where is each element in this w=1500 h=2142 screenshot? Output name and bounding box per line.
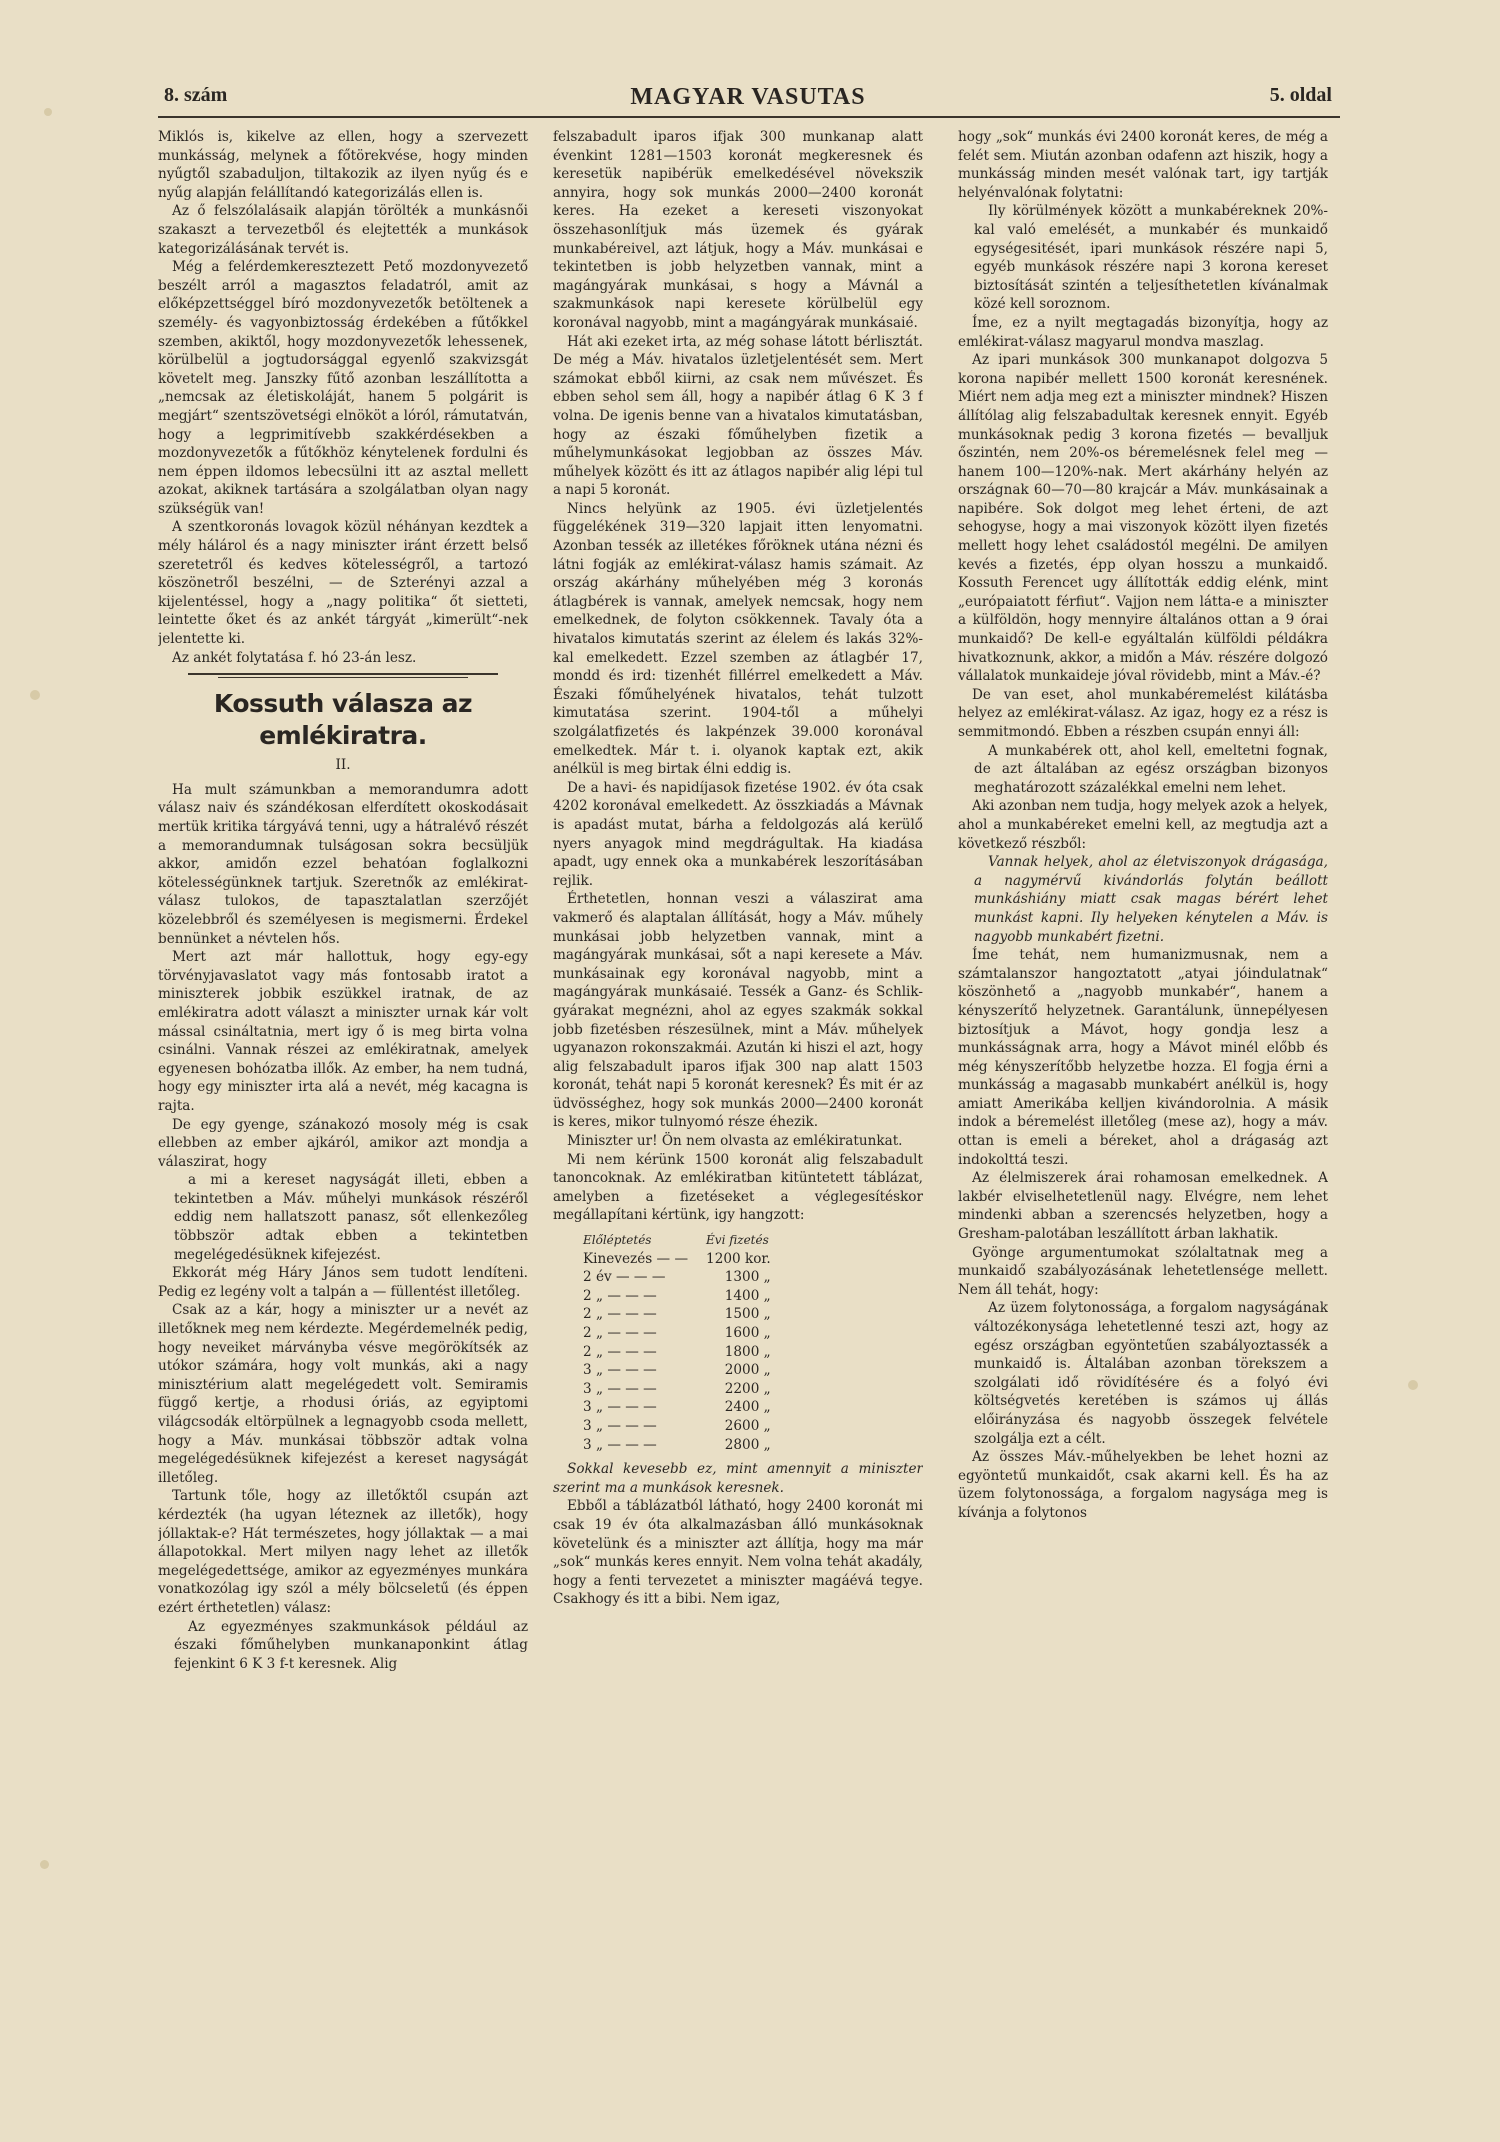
table-row: [583, 1324, 789, 1343]
block-quote: a mi a kereset nagyságát illeti, ebben a tekintetben a Máv. műhelyi munkások részéről eddig nem hallatszott panasz, sőt ellenkezőleg többször adtak ebben a tekintetben megelégedésüknek kifejezést.: [174, 1172, 528, 1263]
table-cell: 2800 „: [724, 1436, 771, 1453]
paragraph: Tartunk tőle, hogy az illetőktől csupán azt kérdezték (ha ugyan léteznek az illetők), hogy jóllaktak-e? Hát természetes, hogy jóllaktak — a mai állapotokkal. Mert milyen nagy lehet az illetők megelégedettsége, amikor az egyezményes munkára vonatkozólag igy szól a mély bölcseletű (és éppen ezért érthetetlen) válasz:: [158, 1488, 528, 1616]
table-row: [583, 1268, 789, 1287]
paragraph: Ha mult számunkban a memorandumra adott válasz naiv és szándékosan elferdített okoskodásait mertük kritika tárgyává tenni, ugy a hátralévő részét a memorandumnak tulságosan sokra becsüljük akkor, amidőn ezzel behatóan foglalkozni kötelességünknek tartjuk. Szeretnők az emlékirat-válasz tulokos, de tapasztalatlan szerzőjét közelebbről és személyesen is megismerni. Érdekel bennünket a névtelen hős.: [158, 781, 528, 947]
table-cell: 3 „ — — —: [583, 1436, 657, 1453]
table-cell: 2 „ — — —: [583, 1287, 657, 1304]
paragraph: Az összes Máv.-műhelyekben be lehet hozni az egyöntetű munkaidőt, csak akarni kell. És ha az üzem folytonossága, a forgalom nagysága meg is kívánja a folytonos: [958, 1449, 1328, 1521]
paragraph: De van eset, ahol munkabéremelést kilátásba helyez az emlékirat-válasz. Az igaz, hogy ez a rész is semmitmondó. Ebben a részben csupán ennyi áll:: [958, 686, 1328, 740]
block-quote: Az üzem folytonossága, a forgalom nagyságának változékonysága lehetetlenné teszi azt, hogy az egész országban egyöntetűen szabályoztassék a munkaidő is. Általában azonban törekszem a szolgálati idő rövidítésére és a folyó évi költségvetés keretében is számos uj állás előirányzása és nagyobb összegek felvétele szolgálja ezt a célt.: [974, 1300, 1328, 1447]
paragraph: hogy „sok“ munkás évi 2400 koronát keres, de még a felét sem. Miután azonban odafenn azt hiszik, hogy a munkásság minden mesét valónak tart, igy tartják helyénvalónak folytatni:: [958, 129, 1328, 201]
table-cell: 2 „ — — —: [583, 1306, 657, 1323]
table-row: [583, 1305, 789, 1324]
table-cell: 1500 „: [724, 1306, 771, 1323]
table-cell: 1400 „: [724, 1287, 771, 1304]
column-3: [958, 128, 1328, 2108]
paragraph: Mert azt már hallottuk, hogy egy-egy törvényjavaslatot vagy más fontosabb iratot a miniszterek jobbik eszükkel iratnak, de az emlékiratra adott választ a miniszter urnak kár volt mással csináltatnia, mert igy ő is meg birta volna csinálni. Vannak részei az emlékiratnak, amelyek egyenesen bohózatba illők. Az ember, ha nem tudná, hogy egy miniszter irta alá a nevét, még kacagna is rajta.: [158, 949, 528, 1114]
page-number: 5. oldal: [1269, 84, 1332, 106]
paragraph: Érthetetlen, honnan veszi a válaszirat ama vakmerő és alaptalan állítását, hogy a Máv. műhely munkásai jobb helyzetben vannak, mint a magángyárak munkásai, sőt a napi keresete a Máv. munkásainak egy koronával nagyobb, mint a magángyárak munkásaié. Tessék a Ganz- és Schlik-gyárakat megnézni, ahol az egyes szakmák sokkal jobb fizetésben részesülnek, mint a Máv. műhelyek ugyanazon rokonszakmái. Azután ki hiszi el azt, hogy alig felszabadult iparos ifjak 300 nap alatt 1503 koronát, tehát napi 5 koronát keresnek? És mit ér az üdvösséghez, hogy sok munkás 2000—2400 koronát is keres, mikor tulnyomó része éhezik.: [553, 891, 923, 1131]
table-row: [583, 1380, 789, 1399]
page-header: [160, 84, 1336, 120]
salary-table: [553, 1231, 923, 1454]
paragraph: felszabadult iparos ifjak 300 munkanap alatt évenkint 1281—1503 koronát megkeresnek és keresetük napibérük emelkedésével növekszik annyira, hogy sok munkás 2000—2400 koronát keres. Ha ezeket a kereseti viszonyokat összehasonlítjuk más üzemek és gyárak munkabéreivel, azt látjuk, hogy a Máv. munkásai e tekintetben is jobb helyzetben vannak, mint a magángyárak munkásai, s hogy a Mávnál a szakmunkások napi keresete körülbelül egy koronával nagyobb, mint a magángyárak munkásaié.: [553, 129, 923, 331]
masthead-title: MAGYAR VASUTAS: [630, 84, 866, 110]
table-row: [583, 1343, 789, 1362]
table-cell: 1200 kor.: [706, 1250, 771, 1267]
table-row: [583, 1436, 789, 1455]
table-cell: 2600 „: [724, 1417, 771, 1434]
article-title: Kossuth válasza az emlékiratra.: [213, 689, 473, 751]
paragraph: Mi nem kérünk 1500 koronát alig felszabadult tanoncoknak. Az emlékiratban kitüntetett táblázat, amelyben a fizetéseket a véglegesítéskor megállapítani kértünk, igy hangzott:: [553, 1151, 923, 1224]
article-divider: [188, 673, 498, 675]
table-row: [583, 1398, 789, 1417]
paragraph: Íme tehát, nem humanizmusnak, nem a számtalanszor hangoztatott „atyai jóindulatnak“ köszönhető a „nagyobb munkabér“, hanem a kényszerítő helyzetnek. Garantálunk, ünnepélyesen biztosítjuk a Mávot, hogy gondja lesz a munkásságnak arra, hogy a Mávot minél előbb és még kényszerítőbb helyzetbe hozza. El fogja érni a munkásság a magasabb munkabért anélkül is, hogy amiatt Amerikába kelljen kivándorolnia. A másik indok a béremelést illetőleg (mese az), hogy a máv. ottan is emeli a béreket, ahol a drágaság azt indokolttá teszi.: [958, 947, 1328, 1168]
issue-number: 8. szám: [164, 84, 228, 106]
table-cell: Kinevezés — —: [583, 1250, 689, 1267]
paragraph: Az ő felszólalásaik alapján törölték a munkásnői szakaszt a tervezetből és elejtették a munkások kategorizálásának tervét is.: [158, 203, 528, 257]
paper-spot: [40, 1860, 49, 1869]
paragraph: Miniszter ur! Ön nem olvasta az emlékiratunkat.: [567, 1133, 903, 1150]
table-cell: 3 „ — — —: [583, 1399, 657, 1416]
paper-spot: [44, 108, 52, 116]
paragraph: Az ipari munkások 300 munkanapot dolgozva 5 korona napibér mellett 1500 koronát keresnének. Miért nem adja meg ezt a miniszter mindnek? Hiszen állítólag alig felszabadultak keresnek ennyit. Egyéb munkásoknak pedig 3 korona fizetés — bevalljuk őszintén, nem 20%-os béremelésnek felel meg — hanem 100—120%-nak. Mert akárhány helyén az országnak 60—70—80 krajcár a Máv. munkásainak a napibére. Sok dolgot meg lehet érteni, de azt sehogyse, hogy a mai viszonyok között ilyen fizetés mellett hogy lehet családostól megélni. De amilyen kevés a fizetés, épp olyan hosszu a munkaidő. Kossuth Ferencet ugy állították eddig elénk, mint „európaiatott férfiut“. Vajjon nem látta-e a miniszter a külföldön, hogy mennyire általános ottan a 9 órai munkaidő? De kell-e egyáltalán külföldi példákra hivatkoznunk, akkor, a midőn a Máv. részére dolgozó vállalatok munkaideje jóval rövidebb, mint a Máv.-é?: [958, 352, 1328, 685]
table-cell: 2 „ — — —: [583, 1325, 657, 1341]
paragraph: Ebből a táblázatból látható, hogy 2400 koronát mi csak 19 év óta alkalmazásban álló munkásoknak követelünk és a miniszter azt állítja, hogy ma már „sok“ munkás keres ennyit. Nem volna tehát akadály, hogy a fenti tervezetet a miniszter magáévá tegye. Csakhogy és itt a bibi. Nem igaz,: [553, 1498, 923, 1608]
paragraph: Hát aki ezeket irta, az még sohase látott bérlisztát. De még a Máv. hivatalos üzletjelentését sem. Mert számokat ebből kiirni, az csak nem művészet. És ebben sehol sem áll, hogy a napibér átlag 6 K 3 f volna. De igenis benne van a hivatalos kimutatásban, hogy az északi főműhelyben fizetik a műhelymunkásokat legjobban az összes Máv. műhelyek között és itt az átlagos napibér alig lépi tul a napi 5 koronát.: [553, 333, 923, 499]
paragraph: Nincs helyünk az 1905. évi üzletjelentés függelékének 319—320 lapjait itten lenyomatni. Azonban tessék az illetékes főröknek utána nézni és látni fogják az emlékirat-válasz hamis számait. Az ország akárhány műhelyében még 3 koronás átlagbérek is vannak, amelyek nemcsak, hogy nem emelkednek, de folyton csökkennek. Tavaly óta a hivatalos kimutatás szerint az élelem és lakás 32%-kal emelkedett. Ezzel szemben az átlagbér 17, mondd és ird: tizenhét fillérrel emelkedett a Máv. Északi főműhelyének hivatalos, tehát tulzott kimutatása szerint. 1904-től a műhelyi szolgálatfizetés és lakpénzek 39.000 koronával emelkedtek. Már t. i. olyanok kaptak ezt, akik anélkül is meg birtak élni eddig is.: [553, 500, 923, 778]
column-2: [553, 128, 923, 2108]
table-row: [583, 1361, 789, 1380]
block-quote: Az egyezményes szakmunkások például az északi főműhelyben munkanaponkint átlag fejenkint 6 K 3 f-t keresnek. Alig: [174, 1618, 528, 1672]
table-cell: 1600 „: [724, 1325, 771, 1341]
paragraph: Aki azonban nem tudja, hogy melyek azok a helyek, ahol a munkabéreket emelni kell, az megtudja azt a következő részből:: [958, 798, 1328, 852]
paragraph: Ekkorát még Háry János sem tudott lendíteni. Pedig ez legény volt a talpán a — füllentést illetőleg.: [158, 1265, 528, 1300]
paragraph: De egy gyenge, szánakozó mosoly még is csak ellebben az ember ajkáról, amikor azt mondja a válaszirat, hogy: [158, 1116, 528, 1170]
section-number: II.: [335, 757, 351, 774]
paragraph: Az élelmiszerek árai rohamosan emelkednek. A lakbér elviselhetetlenül nagy. Elvégre, nem lehet mindenki abban a szerencsés helyzetben, hogy a Gresham-palotában leszállított árban lakhatik.: [958, 1170, 1328, 1243]
paragraph: Miklós is, kikelve az ellen, hogy a szervezett munkásság, melynek a főtörekvése, hogy minden nyűgtől szabaduljon, tiltakozik az ilyen nyűg és e nyűg alapján felállítandó kategorizálás ellen is.: [158, 129, 528, 201]
table-cell: 3 „ — — —: [583, 1362, 657, 1379]
table-cell: 1300 „: [724, 1269, 771, 1286]
block-quote: Ily körülmények között a munkabéreknek 20%-kal való emelését, a munkabér és munkaidő egységesitését, ipari munkások részére napi 5, egyéb munkások részére napi 3 korona kereset biztosítását szintén a teljesíthetetlen kívánalmak közé kell soroznom.: [974, 203, 1328, 313]
paragraph: Gyönge argumentumokat szólaltatnak meg a munkaidő szabályozásának lehetetlensége mellett. Nem áll tehát, hogy:: [958, 1244, 1328, 1298]
article-divider-thin: [218, 677, 468, 678]
block-quote: A munkabérek ott, ahol kell, emeltetni fognak, de azt általában az egész országban bizonyos meghatározott százalékkal emelni nem lehet.: [974, 742, 1328, 796]
paper-spot: [30, 690, 40, 700]
table-row: [583, 1250, 789, 1269]
table-cell: 2400 „: [724, 1399, 771, 1416]
table-cell: 2 „ — — —: [583, 1343, 657, 1360]
paper-spot: [1408, 1380, 1418, 1390]
paragraph: Csak az a kár, hogy a miniszter ur a nevét az illetőknek meg nem kérdezte. Megérdemelnék pedig, hogy neveiket márványba vésve megörökítsék az utókor számára, hogy volt munkás, aki a nagy minisztérium alatt megelégedett volt. Semiramis függő kertje, a rhodusi óriás, az egyiptomi világcsodák eltörpülnek a legnagyobb csoda mellett, hogy a Máv. munkásai többször adtak volna megelégedésüknek kifejezést a kereset nagyságát illetőleg.: [158, 1302, 528, 1486]
column-1: [158, 128, 528, 2108]
table-cell: 2000 „: [724, 1362, 771, 1379]
table-header: Előléptetés: [583, 1233, 652, 1248]
table-cell: 2200 „: [724, 1380, 771, 1397]
table-header: Évi fizetés: [706, 1233, 769, 1248]
block-quote: Vannak helyek, ahol az életviszonyok drágasága, a nagymérvű kivándorlás folytán beállott munkáshiány miatt csak magas bérért lehet munkást kapni. Ily helyeken kénytelen a Máv. is nagyobb munkabért fizetni.: [974, 854, 1328, 945]
table-row: [583, 1417, 789, 1436]
table-cell: 1800 „: [724, 1343, 771, 1360]
paragraph: Még a felérdemkeresztezett Pető mozdonyvezető beszélt arról a magasztos feladatról, amit az előképzettséggel bíró mozdonyvezetők betöltenek a személy- és vagyonbiztosság érdekében a fűtőkkel szemben, akiktől, hogy mozdonyvezetők lehessenek, körülbelül a jogtudorsággal egyenlő szakvizsgát követelt meg. Janszky fűtő azonban leszállította a „nemcsak az életiskoláját, hanem 5 polgárit is megjárt“ szentszövetségi elnököt a lóról, rámutatván, hogy a legprimitívebb szakkérdésekben a mozdonyvezetők a fűtőkhöz kénytelenek fordulni és nem éppen ildomos lebecsülni itt az asztal mellett azokat, akiknek tartására a szolgálatban olyan nagy szükségük van!: [158, 259, 528, 517]
header-rule: [158, 116, 1340, 118]
paragraph: De a havi- és napidíjasok fizetése 1902. év óta csak 4202 koronával emelkedett. Az összkiadás a Mávnak is apadást mutat, bárha a feldolgozás alá kerülő nyers anyagok mind megdrágultak. Ha kiadása apadt, ugy ennek oka a munkabérek leszorításában rejlik.: [553, 779, 923, 889]
table-cell: 3 „ — — —: [583, 1417, 657, 1434]
paragraph: Íme, ez a nyilt megtagadás bizonyítja, hogy az emlékirat-válasz magyarul mondva maszlag.: [958, 314, 1328, 350]
paragraph: Sokkal kevesebb ez, mint amennyit a miniszter szerint ma a munkások keresnek.: [553, 1461, 923, 1496]
table-cell: 2 év — — —: [583, 1269, 666, 1286]
paragraph: A szentkoronás lovagok közül néhányan kezdtek a mély hálárol és a nagy miniszter iránt érzett belső szeretetről és kedves kötelességről, a tartozó köszönetről beszélni, — de Szterényi azzal a kijelentéssel, hogy a „nagy politika“ őt sietteti, leintette őket és az ankét tárgyát „kimerült“-nek jelentette ki.: [158, 519, 528, 648]
table-cell: 3 „ — — —: [583, 1380, 657, 1397]
table-row: [583, 1287, 789, 1306]
paragraph: Az ankét folytatása f. hó 23-án lesz.: [172, 649, 417, 666]
